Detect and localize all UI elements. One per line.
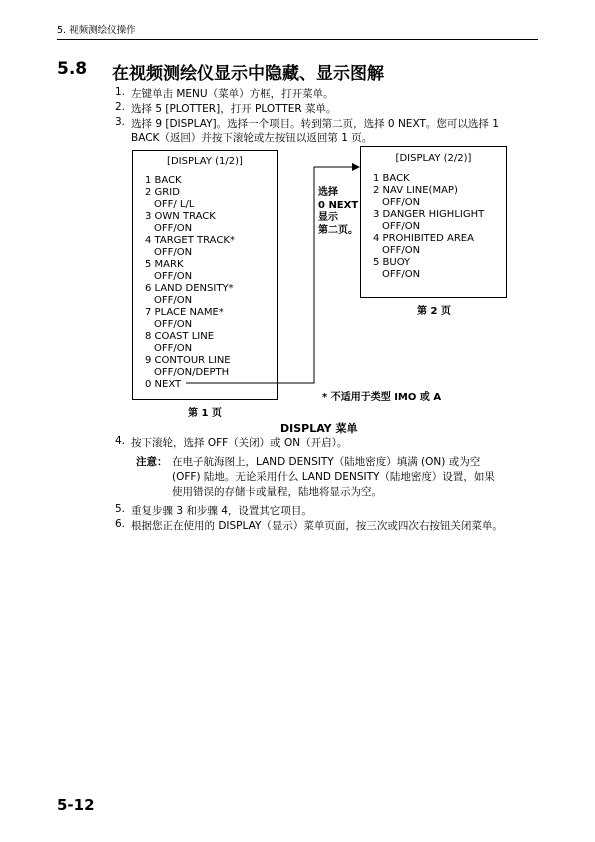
- step-number: 1.: [115, 86, 126, 98]
- menu-item-next: 0 NEXT: [145, 379, 182, 390]
- menu-option: OFF/ON: [382, 245, 421, 256]
- display-menu-page1: [132, 150, 278, 400]
- menu-option: OFF/ L/L: [154, 199, 195, 210]
- menu-item: 6 LAND DENSITY*: [145, 283, 234, 294]
- menu-item: 4 PROHIBITED AREA: [373, 233, 474, 244]
- menu-item: 2 GRID: [145, 187, 180, 198]
- menu-option: OFF/ON: [154, 343, 193, 354]
- section-number: 5.8: [57, 59, 88, 79]
- display-menu-page2: [360, 146, 507, 298]
- footnote: * 不适用于类型 IMO 或 A: [322, 392, 442, 403]
- step-text: 根据您正在使用的 DISPLAY（显示）菜单页面，按三次或四次右按钮关闭菜单。: [131, 520, 503, 532]
- menu-item: 5 MARK: [145, 259, 184, 270]
- step-text: 选择 9 [DISPLAY]。选择一个项目。转到第二页，选择 0 NEXT。您可以选择 1: [131, 118, 499, 130]
- menu-title: [DISPLAY (1/2)]: [167, 156, 243, 167]
- annotation-line: 显示: [318, 212, 338, 223]
- menu-option: OFF/ON: [382, 197, 421, 208]
- step-number: 5.: [115, 503, 126, 515]
- step-text: 重复步骤 3 和步骤 4，设置其它项目。: [131, 505, 312, 517]
- section-title: 在视频测绘仪显示中隐藏、显示图解: [112, 64, 384, 84]
- menu-option: OFF/ON: [154, 223, 193, 234]
- step-number: 4.: [115, 435, 126, 447]
- note-label: 注意：: [136, 456, 168, 468]
- menu-page1-caption: 第 1 页: [188, 408, 222, 419]
- step-number: 3.: [115, 116, 126, 128]
- menu-item: 5 BUOY: [373, 257, 411, 268]
- menu-option: OFF/ON: [154, 295, 193, 306]
- menu-item: 8 COAST LINE: [145, 331, 215, 342]
- step-number: 2.: [115, 101, 126, 113]
- note-line: (OFF) 陆地。无论采用什么 LAND DENSITY（陆地密度）设置，如果: [172, 471, 495, 483]
- step-text: 按下滚轮，选择 OFF（关闭）或 ON（开启）。: [131, 437, 348, 449]
- menu-page2-caption: 第 2 页: [417, 306, 451, 317]
- next-annotation: [318, 187, 363, 237]
- menu-item: 3 DANGER HIGHLIGHT: [373, 209, 485, 220]
- note-line: 使用错误的存储卡或量程，陆地将显示为空。: [172, 486, 382, 498]
- annotation-line: 第二页。: [318, 224, 358, 236]
- step-number: 6.: [115, 518, 126, 530]
- menu-item: 7 PLACE NAME*: [145, 307, 224, 318]
- menu-option: OFF/ON: [154, 319, 193, 330]
- annotation-line: 0 NEXT: [318, 199, 359, 211]
- running-header: 5. 视频测绘仪操作: [57, 25, 136, 36]
- menu-option: OFF/ON/DEPTH: [154, 367, 230, 378]
- menu-option: OFF/ON: [382, 221, 421, 232]
- menu-item: 3 OWN TRACK: [145, 211, 216, 222]
- menu-item: 2 NAV LINE(MAP): [373, 185, 458, 196]
- note-line: 在电子航海图上，LAND DENSITY（陆地密度）填满 (ON) 或为空: [172, 456, 481, 468]
- menu-option: OFF/ON: [154, 271, 193, 282]
- menu-item: 1 BACK: [373, 173, 410, 184]
- step-text-continued: BACK（返回）并按下滚轮或左按钮以返回第 1 页。: [131, 132, 373, 144]
- menu-option: OFF/ON: [154, 247, 193, 258]
- menu-option: OFF/ON: [382, 269, 421, 280]
- menu-item: 9 CONTOUR LINE: [145, 355, 231, 366]
- menu-item: 4 TARGET TRACK*: [145, 235, 235, 246]
- figure-caption: DISPLAY 菜单: [280, 422, 358, 435]
- page-number: 5-12: [57, 796, 95, 814]
- menu-item: 1 BACK: [145, 175, 182, 186]
- step-text: 左键单击 MENU（菜单）方框，打开菜单。: [131, 88, 334, 100]
- annotation-line: 选择: [318, 187, 338, 198]
- header-rule: [57, 39, 538, 40]
- step-text: 选择 5 [PLOTTER]，打开 PLOTTER 菜单。: [131, 103, 337, 115]
- menu-title: [DISPLAY (2/2)]: [395, 153, 472, 164]
